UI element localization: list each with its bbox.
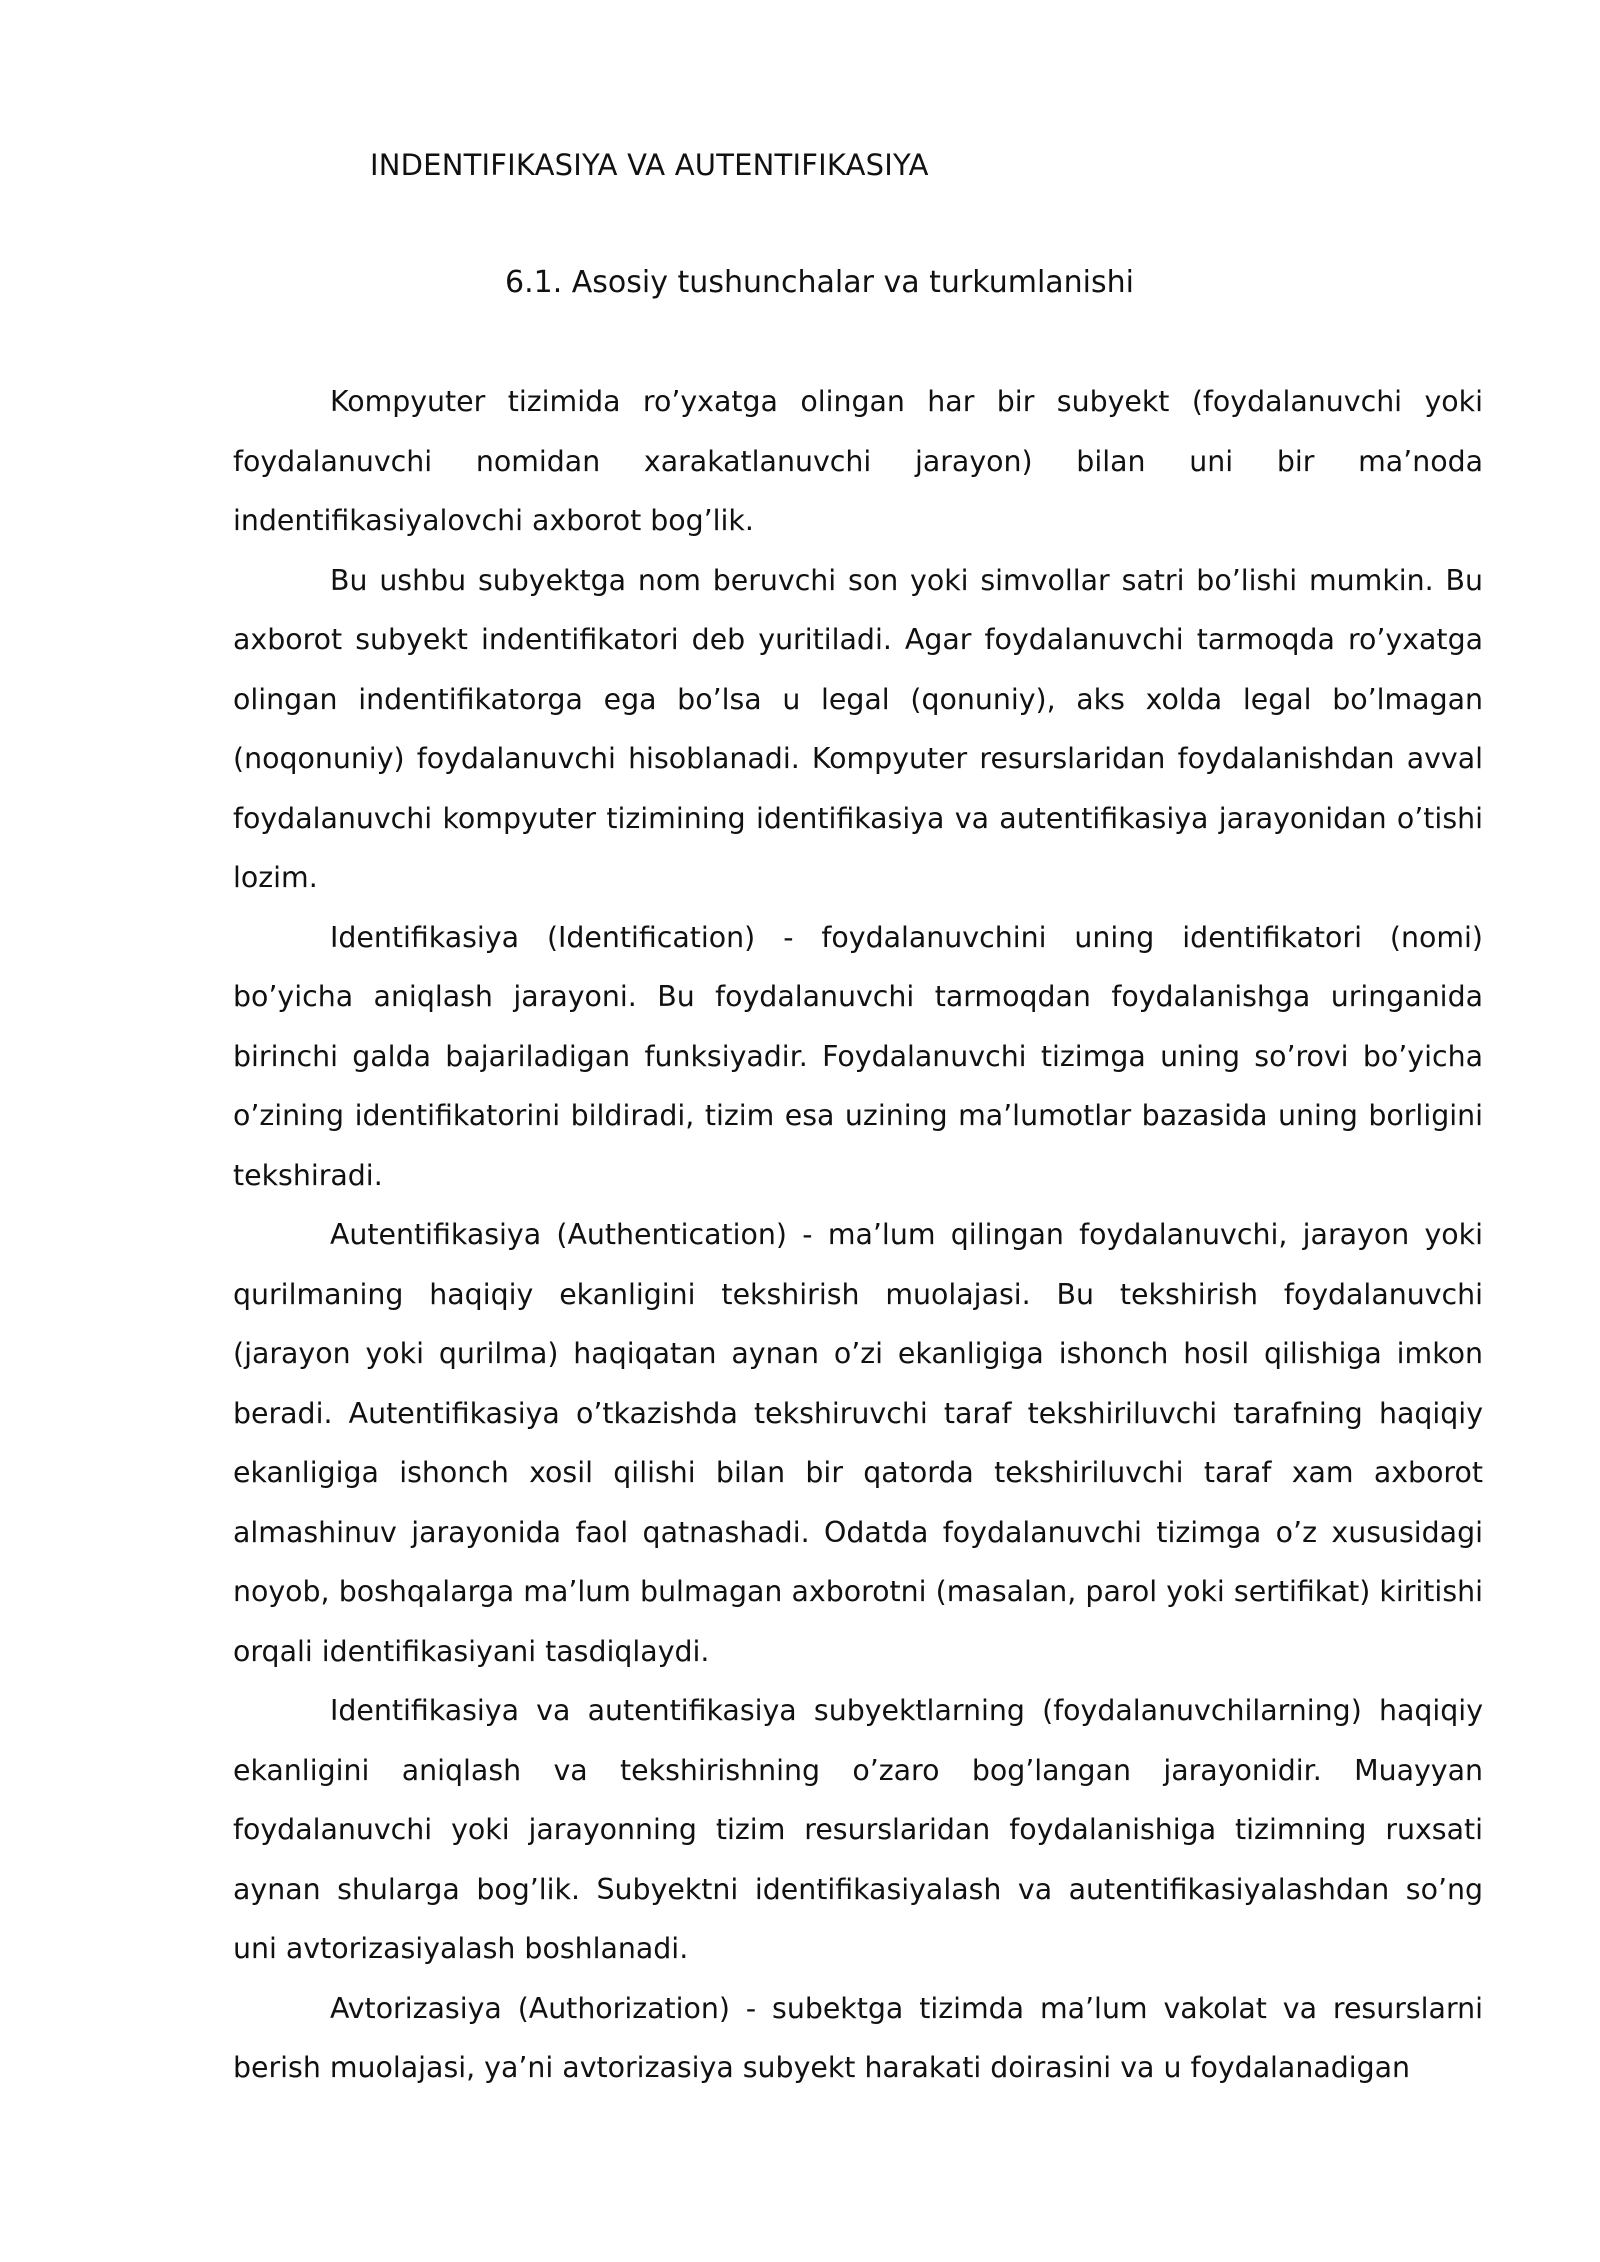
paragraph-legal-user: Bu ushbu subyektga nom beruvchi son yoki simvollar satri bo’lishi mumkin. Bu axborot subyekt indentifikatori deb yuritiladi. Agar foydalanuvchi tarmoqda ro’yxatga olingan indentifikatorga ega bo’lsa u legal (qonuniy), aks xolda legal bo’lmagan (noqonuniy) foydalanuvchi hisoblanadi. Kompyuter resurslaridan foydalanishdan avval foydalanuvchi kompyuter tizimining identifikasiya va autentifikasiya jarayonidan o’tishi lozim. xyxy=(233,563,1483,894)
paragraph-authorization: Avtorizasiya (Authorization) - subektga tizimda ma’lum vakolat va resurslarni berish muolajasi, ya’ni avtorizasiya subyekt harakati doirasini va u foydalanadigan xyxy=(233,1991,1483,2084)
paragraph-identification: Identifikasiya (Identification) - foydalanuvchini uning identifikatori (nomi) bo’yicha aniqlash jarayoni. Bu foydalanuvchi tarmoqdan foydalanishga uringanida birinchi galda bajariladigan funksiyadir. Foydalanuvchi tizimga uning so’rovi bo’yicha o’zining identifikatorini bildiradi, tizim esa uzining ma’lumotlar bazasida uning borligini tekshiradi. xyxy=(233,920,1483,1192)
section-heading: 6.1. Asosiy tushunchalar va turkumlanishi xyxy=(505,265,1134,300)
document-title: INDENTIFIKASIYA VA AUTENTIFIKASIYA xyxy=(370,148,929,182)
paragraph-identification-and-authentication: Identifikasiya va autentifikasiya subyektlarning (foydalanuvchilarning) haqiqiy ekanligini aniqlash va tekshirishning o’zaro bog’langan jarayonidir. Muayyan foydalanuvchi yoki jarayonning tizim resurslaridan foydalanishiga tizimning ruxsati aynan shularga bog’lik. Subyektni identifikasiyalash va autentifikasiyalashdan so’ng uni avtorizasiyalash boshlanadi. xyxy=(233,1694,1483,1965)
paragraph-subject-identifier: Kompyuter tizimida ro’yxatga olingan har bir subyekt (foydalanuvchi yoki foydalanuvchi nomidan xarakatlanuvchi jarayon) bilan uni bir ma’noda indentifikasiyalovchi axborot bog’lik. xyxy=(233,385,1483,537)
paragraph-authentication: Autentifikasiya (Authentication) - ma’lum qilingan foydalanuvchi, jarayon yoki qurilmaning haqiqiy ekanligini tekshirish muolajasi. Bu tekshirish foydalanuvchi (jarayon yoki qurilma) haqiqatan aynan o’zi ekanligiga ishonch hosil qilishiga imkon beradi. Autentifikasiya o’tkazishda tekshiruvchi taraf tekshiriluvchi tarafning haqiqiy ekanligiga ishonch xosil qilishi bilan bir qatorda tekshiriluvchi taraf xam axborot almashinuv jarayonida faol qatnashadi. Odatda foydalanuvchi tizimga o’z xususidagi noyob, boshqalarga ma’lum bulmagan axborotni (masalan, parol yoki sertifikat) kiritishi orqali identifikasiyani tasdiqlaydi. xyxy=(233,1218,1483,1668)
document-body xyxy=(233,372,1483,2098)
